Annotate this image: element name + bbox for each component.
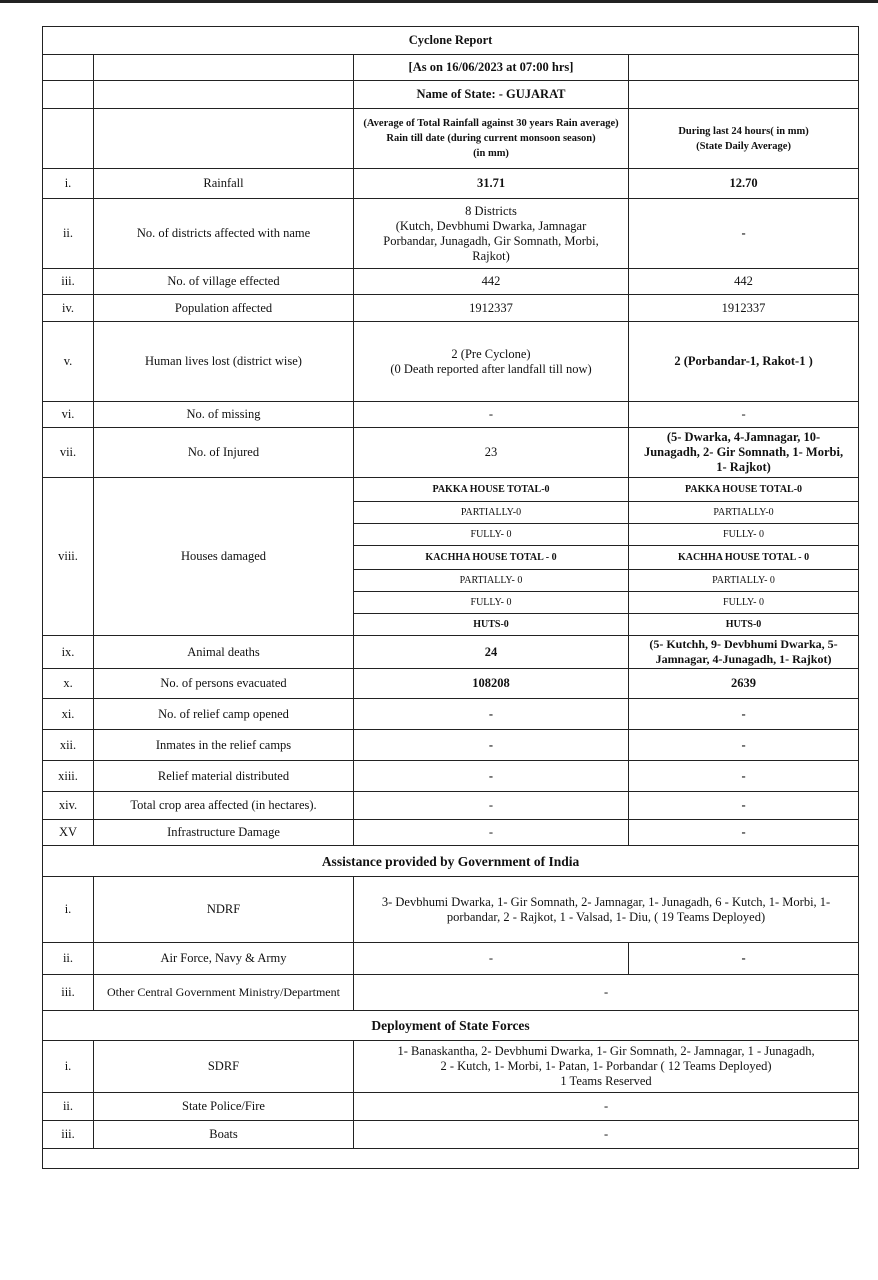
row-number: ii. (43, 1093, 94, 1121)
row-number: XV (43, 820, 94, 846)
state-forces-section-title: Deployment of State Forces (43, 1011, 859, 1041)
row-value-24h: - (629, 199, 859, 269)
row-value-24h: 1912337 (629, 295, 859, 322)
col3-header: (Average of Total Rainfall against 30 years Rain average) Rain till date (during current monsoon season) (in mm) (354, 109, 629, 169)
table-row (43, 428, 859, 478)
row-value-total: 8 Districts (Kutch, Devbhumi Dwarka, Jamnagar Porbandar, Junagadh, Gir Somnath, Morbi, Rajkot) (354, 199, 629, 269)
row-label: No. of Injured (94, 428, 354, 478)
houses-line: PARTIALLY- 0 (354, 570, 629, 592)
row-label: No. of districts affected with name (94, 199, 354, 269)
table-row (43, 269, 859, 295)
row-label: Total crop area affected (in hectares). (94, 792, 354, 820)
table-row (43, 792, 859, 820)
state-name: Name of State: - GUJARAT (354, 81, 629, 109)
row-value-total: 442 (354, 269, 629, 295)
row-number: ii. (43, 943, 94, 975)
row-label: No. of missing (94, 402, 354, 428)
table-row (43, 295, 859, 322)
row-value-24h: (5- Dwarka, 4-Jamnagar, 10- Junagadh, 2- Gir Somnath, 1- Morbi, 1- Rajkot) (629, 428, 859, 478)
row-value-24h: - (629, 943, 859, 975)
table-row (43, 199, 859, 269)
row-number: xiv. (43, 792, 94, 820)
row-value-total: 23 (354, 428, 629, 478)
houses-line: PAKKA HOUSE TOTAL-0 (354, 478, 629, 502)
cyclone-report-table (42, 26, 859, 1169)
houses-line: PARTIALLY- 0 (629, 570, 859, 592)
row-number: i. (43, 169, 94, 199)
row-number: ii. (43, 199, 94, 269)
row-number: xiii. (43, 761, 94, 792)
row-number: vii. (43, 428, 94, 478)
row-label: Human lives lost (district wise) (94, 322, 354, 402)
row-value-total: - (354, 699, 629, 730)
table-row (43, 169, 859, 199)
houses-line: HUTS-0 (629, 614, 859, 636)
houses-line: PARTIALLY-0 (629, 502, 859, 524)
row-label: NDRF (94, 877, 354, 943)
row-value-24h: 2 (Porbandar-1, Rakot-1 ) (629, 322, 859, 402)
row-number: i. (43, 1041, 94, 1093)
row-label: No. of village effected (94, 269, 354, 295)
houses-line: KACHHA HOUSE TOTAL - 0 (354, 546, 629, 570)
row-value-total: - (354, 402, 629, 428)
row-label: State Police/Fire (94, 1093, 354, 1121)
houses-line: FULLY- 0 (629, 524, 859, 546)
row-value-24h: - (629, 699, 859, 730)
row-value-total: - (354, 792, 629, 820)
row-value-total: - (354, 820, 629, 846)
row-number: iii. (43, 975, 94, 1011)
sdrf-deployment: 1- Banaskantha, 2- Devbhumi Dwarka, 1- Gir Somnath, 2- Jamnagar, 1 - Junagadh, 2 - Kutch, 1- Morbi, 1- Patan, 1- Porbandar ( 12 Teams Deployed) 1 Teams Reserved (354, 1041, 859, 1093)
houses-line: KACHHA HOUSE TOTAL - 0 (629, 546, 859, 570)
row-value-24h: 2639 (629, 669, 859, 699)
row-number: v. (43, 322, 94, 402)
report-title: Cyclone Report (43, 27, 859, 55)
row-label: Other Central Government Ministry/Department (94, 975, 354, 1011)
houses-line: PARTIALLY-0 (354, 502, 629, 524)
assistance-section-title: Assistance provided by Government of India (43, 846, 859, 877)
row-number: iii. (43, 1121, 94, 1149)
row-value-total: - (354, 943, 629, 975)
report-date: [As on 16/06/2023 at 07:00 hrs] (354, 55, 629, 81)
row-label: Boats (94, 1121, 354, 1149)
row-label: Houses damaged (94, 478, 354, 636)
row-value-total: 2 (Pre Cyclone) (0 Death reported after landfall till now) (354, 322, 629, 402)
row-value-total: 24 (354, 636, 629, 669)
table-row (43, 402, 859, 428)
row-value-24h: - (629, 730, 859, 761)
row-label: Infrastructure Damage (94, 820, 354, 846)
table-row (43, 699, 859, 730)
table-row (43, 1041, 859, 1093)
table-row (43, 669, 859, 699)
row-value-24h: 12.70 (629, 169, 859, 199)
row-label: Inmates in the relief camps (94, 730, 354, 761)
table-row (43, 877, 859, 943)
row-number: vi. (43, 402, 94, 428)
houses-line: FULLY- 0 (354, 524, 629, 546)
row-label: Animal deaths (94, 636, 354, 669)
row-label: No. of persons evacuated (94, 669, 354, 699)
table-footer-spacer (43, 1149, 859, 1169)
table-row (43, 1093, 859, 1121)
row-value-24h: (5- Kutchh, 9- Devbhumi Dwarka, 5- Jamnagar, 4-Junagadh, 1- Rajkot) (629, 636, 859, 669)
row-value-24h: - (629, 792, 859, 820)
row-value-24h: - (629, 761, 859, 792)
table-row (43, 975, 859, 1011)
row-number: x. (43, 669, 94, 699)
boats-value: - (354, 1121, 859, 1149)
table-row (43, 322, 859, 402)
row-number: xi. (43, 699, 94, 730)
row-value-total: 31.71 (354, 169, 629, 199)
houses-line: PAKKA HOUSE TOTAL-0 (629, 478, 859, 502)
row-number: iii. (43, 269, 94, 295)
table-row (43, 761, 859, 792)
row-label: Relief material distributed (94, 761, 354, 792)
ndrf-deployment: 3- Devbhumi Dwarka, 1- Gir Somnath, 2- Jamnagar, 1- Junagadh, 6 - Kutch, 1- Morbi, 1- porbandar, 2 - Rajkot, 1 - Valsad, 1- Diu, ( 19 Teams Deployed) (354, 877, 859, 943)
row-number: xii. (43, 730, 94, 761)
row-label: No. of relief camp opened (94, 699, 354, 730)
other-ministry-value: - (354, 975, 859, 1011)
row-label: Population affected (94, 295, 354, 322)
table-row (43, 730, 859, 761)
row-number: viii. (43, 478, 94, 636)
table-row (43, 1121, 859, 1149)
table-row (43, 820, 859, 846)
table-row-houses (43, 478, 859, 502)
row-label: Rainfall (94, 169, 354, 199)
table-row (43, 943, 859, 975)
houses-line: FULLY- 0 (354, 592, 629, 614)
col4-header: During last 24 hours( in mm) (State Daily Average) (629, 109, 859, 169)
police-value: - (354, 1093, 859, 1121)
row-number: i. (43, 877, 94, 943)
row-number: iv. (43, 295, 94, 322)
row-value-total: - (354, 730, 629, 761)
table-row (43, 636, 859, 669)
top-border-line (0, 0, 878, 3)
row-value-24h: 442 (629, 269, 859, 295)
row-value-total: 108208 (354, 669, 629, 699)
row-value-total: 1912337 (354, 295, 629, 322)
row-label: SDRF (94, 1041, 354, 1093)
houses-line: HUTS-0 (354, 614, 629, 636)
row-number: ix. (43, 636, 94, 669)
row-label: Air Force, Navy & Army (94, 943, 354, 975)
houses-line: FULLY- 0 (629, 592, 859, 614)
row-value-24h: - (629, 820, 859, 846)
row-value-total: - (354, 761, 629, 792)
row-value-24h: - (629, 402, 859, 428)
